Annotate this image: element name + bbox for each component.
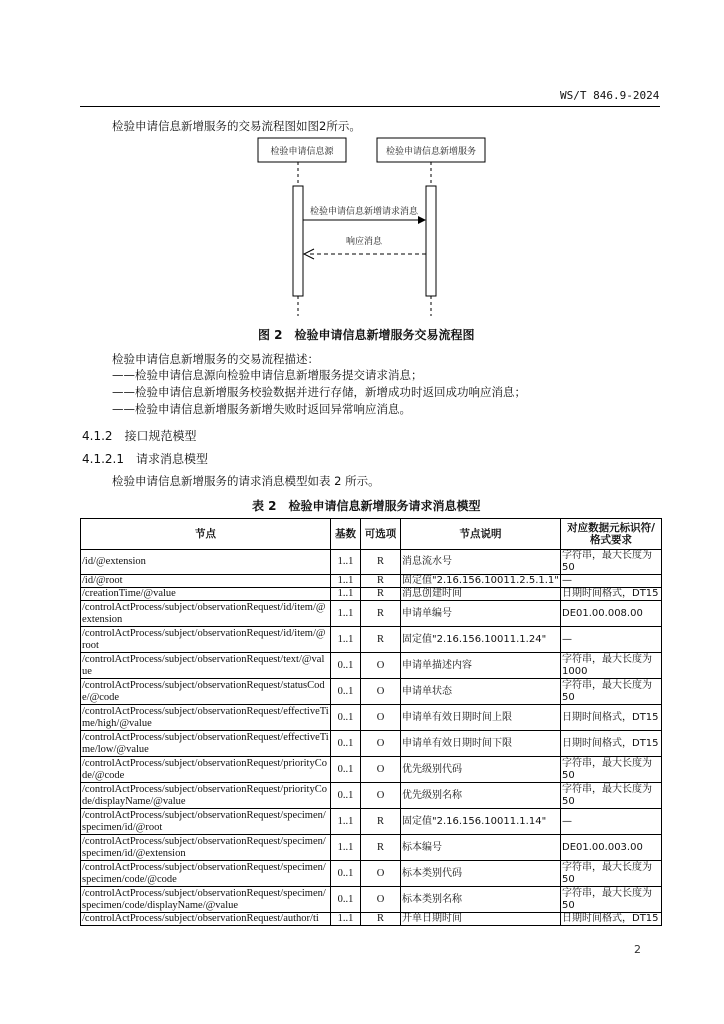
cell-optionality: O	[361, 861, 401, 887]
cell-cardinality: 1..1	[331, 627, 361, 653]
request-message-table	[80, 518, 662, 926]
cell-format: DE01.00.008.00	[561, 601, 662, 627]
cell-description: 申请单编号	[401, 601, 561, 627]
cell-cardinality: 1..1	[331, 809, 361, 835]
cell-cardinality: 1..1	[331, 835, 361, 861]
table-row	[81, 731, 662, 757]
cell-node: /controlActProcess/subject/observationRequest/text/@value	[81, 653, 331, 679]
cell-format: 字符串，最大长度为50	[561, 861, 662, 887]
flow-description-item-2: ——检验申请信息新增服务校验数据并进行存储，新增成功时返回成功响应消息；	[112, 385, 526, 399]
cell-node: /creationTime/@value	[81, 588, 331, 601]
table-row	[81, 550, 662, 575]
page-number: 2	[634, 943, 641, 956]
cell-description: 标本编号	[401, 835, 561, 861]
cell-optionality: O	[361, 731, 401, 757]
cell-cardinality: 1..1	[331, 601, 361, 627]
cell-optionality: O	[361, 887, 401, 913]
cell-cardinality: 0..1	[331, 705, 361, 731]
table-row	[81, 757, 662, 783]
cell-description: 优先级别代码	[401, 757, 561, 783]
cell-optionality: R	[361, 913, 401, 926]
cell-format: 字符串，最大长度为50	[561, 757, 662, 783]
cell-cardinality: 1..1	[331, 588, 361, 601]
header-node: 节点	[81, 519, 331, 550]
table-header-row	[81, 519, 662, 550]
cell-node: /controlActProcess/subject/observationRequest/effectiveTime/low/@value	[82, 731, 329, 755]
table-row	[81, 705, 662, 731]
cell-node: /controlActProcess/subject/observationRequest/id/item/@extension	[81, 601, 331, 627]
document-code: WS/T 846.9-2024	[560, 89, 660, 102]
activation-service	[426, 186, 436, 296]
sequence-diagram	[230, 130, 500, 320]
response-message-label: 响应消息	[345, 237, 383, 247]
header-cardinality: 基数	[331, 519, 361, 550]
cell-optionality: R	[361, 550, 401, 575]
cell-optionality: R	[361, 835, 401, 861]
cell-format: 字符串，最大长度为50	[561, 887, 662, 913]
cell-format: 日期时间格式，DT15	[561, 705, 662, 731]
cell-cardinality: 1..1	[331, 550, 361, 575]
table-row	[81, 653, 662, 679]
cell-description: 消息创建时间	[401, 588, 561, 601]
cell-format: 字符串，最大长度为50	[561, 783, 662, 809]
cell-node: /controlActProcess/subject/observationRequest/author/ti	[81, 913, 331, 926]
cell-format: —	[561, 575, 662, 588]
cell-optionality: O	[361, 757, 401, 783]
header-optionality: 可选项	[361, 519, 401, 550]
header-node-description: 节点说明	[401, 519, 561, 550]
cell-optionality: R	[361, 601, 401, 627]
cell-node: /controlActProcess/subject/observationRequest/specimen/specimen/id/@root	[81, 809, 331, 835]
header-rule	[80, 106, 660, 107]
table-row	[81, 887, 662, 913]
cell-format: 日期时间格式，DT15	[561, 588, 662, 601]
cell-description: 固定值"2.16.156.10011.1.14"	[401, 809, 561, 835]
cell-description: 标本类别名称	[401, 887, 561, 913]
cell-optionality: R	[361, 588, 401, 601]
cell-description: 申请单有效日期时间上限	[401, 705, 561, 731]
header-data-element-id-line1: 对应数据元标识符/	[567, 522, 655, 534]
cell-format: —	[561, 809, 662, 835]
cell-node: /controlActProcess/subject/observationRequest/effectiveTime/high/@value	[82, 705, 329, 729]
flow-description-item-3: ——检验申请信息新增服务新增失败时返回异常响应消息。	[112, 402, 411, 416]
flow-description-item-1: ——检验申请信息源向检验申请信息新增服务提交请求消息；	[112, 368, 423, 382]
table-caption: 表 2 检验申请信息新增服务请求消息模型	[252, 499, 481, 513]
cell-description: 固定值"2.16.156.10011.1.24"	[401, 627, 561, 653]
cell-format: 字符串，最大长度为50	[561, 679, 662, 705]
cell-description: 申请单描述内容	[401, 653, 561, 679]
cell-cardinality: 0..1	[331, 783, 361, 809]
cell-format: 字符串，最大长度为1000	[561, 653, 662, 679]
actor-label-source: 检验申请信息源	[270, 147, 334, 157]
cell-description: 优先级别名称	[401, 783, 561, 809]
cell-node: /controlActProcess/subject/observationRequest/specimen/specimen/id/@extension	[81, 835, 331, 861]
cell-description: 申请单有效日期时间下限	[401, 731, 561, 757]
cell-cardinality: 0..1	[331, 731, 361, 757]
table-row	[81, 601, 662, 627]
figure-caption: 图 2 检验申请信息新增服务交易流程图	[258, 328, 475, 342]
table-row	[81, 809, 662, 835]
request-message-label: 检验申请信息新增请求消息	[309, 207, 419, 217]
cell-node: /controlActProcess/subject/observationRequest/statusCode/@code	[81, 679, 331, 705]
cell-cardinality: 0..1	[331, 653, 361, 679]
request-arrowhead	[418, 216, 426, 224]
cell-optionality: R	[361, 627, 401, 653]
cell-description: 开单日期时间	[401, 913, 561, 926]
cell-node: /controlActProcess/subject/observationRequest/id/item/@root	[81, 627, 331, 653]
activation-source	[293, 186, 303, 296]
header-data-element-id	[561, 519, 662, 550]
section-heading-4-1-2-1: 4.1.2.1 请求消息模型	[82, 452, 208, 466]
cell-optionality: O	[361, 783, 401, 809]
cell-node: /id/@extension	[81, 550, 331, 575]
cell-description: 固定值"2.16.156.10011.2.5.1.1"	[402, 575, 559, 586]
cell-description: 消息流水号	[401, 550, 561, 575]
cell-format: —	[561, 627, 662, 653]
cell-optionality: R	[361, 809, 401, 835]
cell-node: /controlActProcess/subject/observationRequest/priorityCode/@code	[81, 757, 331, 783]
cell-format: 字符串，最大长度为50	[561, 550, 662, 575]
table-row	[81, 575, 662, 588]
cell-format: 日期时间格式，DT15	[561, 731, 662, 757]
table-row	[81, 783, 662, 809]
flow-description-lead: 检验申请信息新增服务的交易流程描述：	[112, 352, 319, 366]
cell-cardinality: 0..1	[331, 887, 361, 913]
cell-cardinality: 0..1	[331, 861, 361, 887]
cell-optionality: O	[361, 679, 401, 705]
table-row	[81, 679, 662, 705]
table-row	[81, 861, 662, 887]
cell-node: /controlActProcess/subject/observationRequest/specimen/specimen/code/@code	[81, 861, 331, 887]
cell-optionality: O	[361, 653, 401, 679]
cell-node: /controlActProcess/subject/observationRequest/priorityCode/displayName/@value	[81, 783, 331, 809]
cell-cardinality: 0..1	[331, 679, 361, 705]
cell-description: 申请单状态	[401, 679, 561, 705]
table-row	[81, 913, 662, 926]
cell-optionality: R	[361, 575, 401, 588]
cell-cardinality: 1..1	[331, 575, 361, 588]
cell-node: /controlActProcess/subject/observationRequest/specimen/specimen/code/displayName/@value	[81, 887, 331, 913]
actor-label-service: 检验申请信息新增服务	[385, 147, 477, 157]
table-row	[81, 588, 662, 601]
cell-node: /id/@root	[81, 575, 331, 588]
cell-format: 日期时间格式，DT15	[561, 913, 662, 926]
cell-cardinality: 1..1	[331, 913, 361, 926]
cell-description: 标本类别代码	[401, 861, 561, 887]
section-4-1-2-1-text: 检验申请信息新增服务的请求消息模型如表 2 所示。	[112, 474, 380, 488]
header-data-element-id-line2: 格式要求	[590, 534, 632, 546]
table-row	[81, 835, 662, 861]
cell-format: DE01.00.003.00	[561, 835, 662, 861]
table-row	[81, 627, 662, 653]
section-heading-4-1-2: 4.1.2 接口规范模型	[82, 429, 197, 443]
cell-optionality: O	[361, 705, 401, 731]
cell-cardinality: 0..1	[331, 757, 361, 783]
intro-text: 检验申请信息新增服务的交易流程图如图2所示。	[112, 119, 361, 133]
